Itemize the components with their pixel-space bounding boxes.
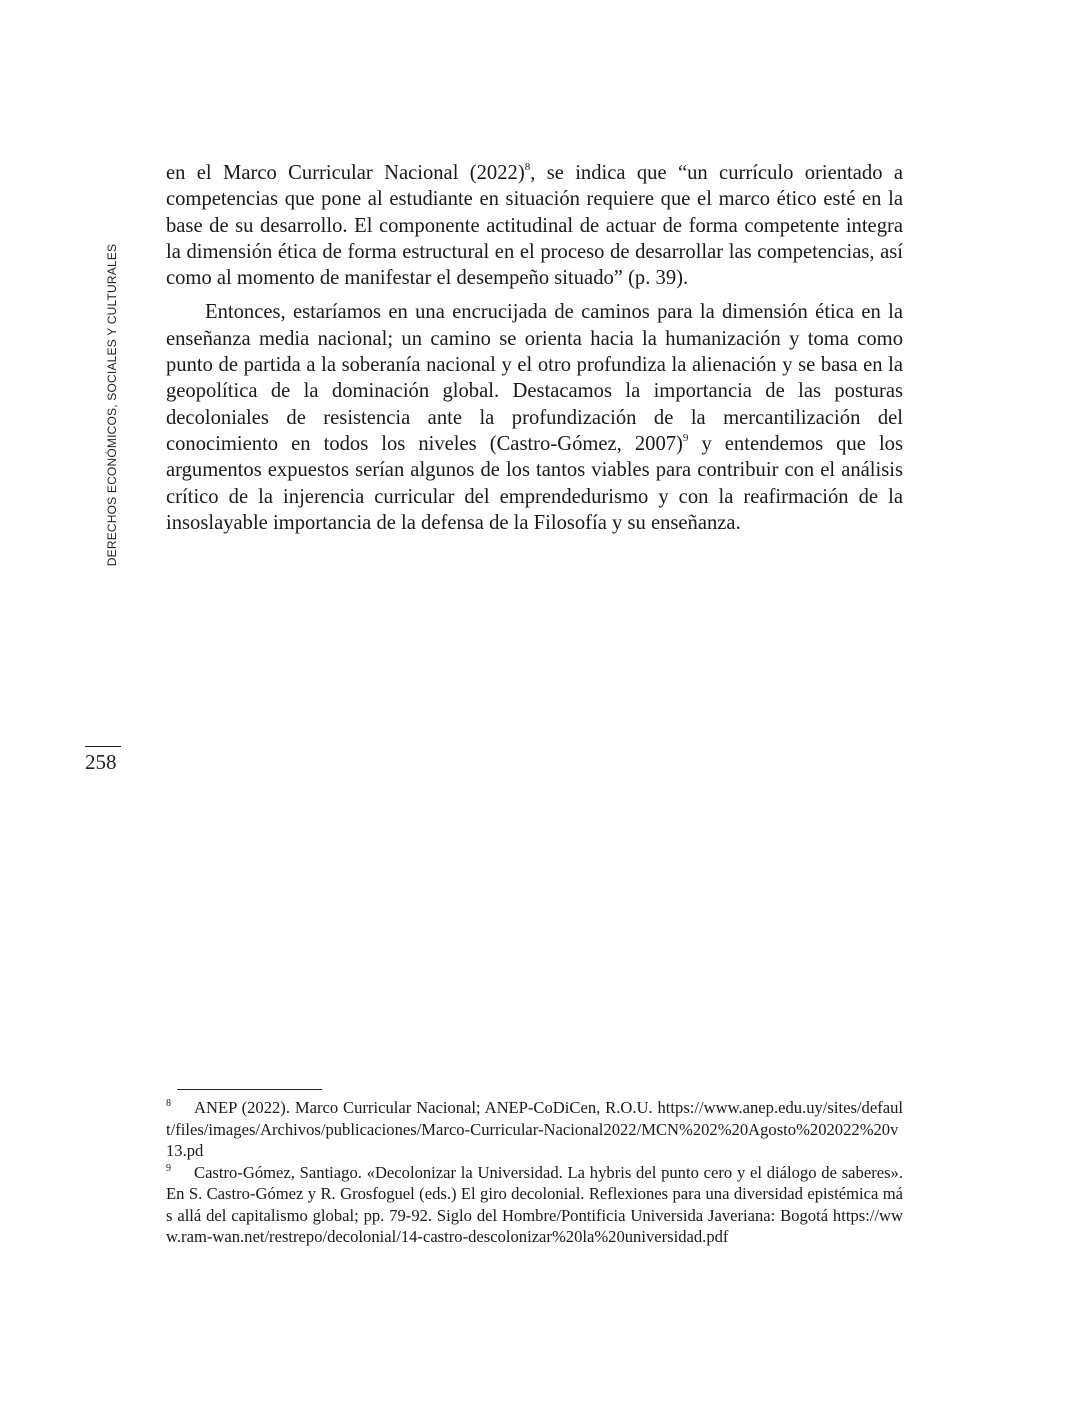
paragraph-2 (166, 299, 903, 536)
page-number: 258 (85, 750, 117, 774)
footnotes (166, 1097, 903, 1248)
paragraph-2-text-a: Entonces, estaríamos en una encrucijada de caminos para la dimensión ética en la enseñanza media nacional; un camino se orienta hacia la humanización y toma como punto de partida a la soberanía nacional y el otro profundiza la alienación y se basa en la geopolítica de la dominación global. Destacamos la importancia de las posturas decoloniales de resistencia ante la profundización de la mercantilización del conocimiento en todos los niveles (Castro-Gómez, 2007) (166, 301, 903, 455)
main-text (166, 160, 903, 536)
paragraph-2-text-b: y entendemos que los argumentos expuestos serían algunos de los tantos viables para contribuir con el análisis crítico de la injerencia curricular del emprendedurismo y con la reafirmación de la insoslayable importancia de la defensa de la Filosofía y su enseñanza. (166, 432, 903, 534)
footnote-8: 8 ANEP (2022). Marco Curricular Nacional; ANEP-CoDiCen, R.O.U. https://www.anep.edu.uy/sites/default/files/images/Archivos/publicaciones/Marco-Curricular-Nacional2022/MCN%202%20Agosto%202022%20v13.pd (166, 1098, 903, 1160)
paragraph-1 (166, 160, 903, 291)
footnote-ref-9[interactable]: 9 (682, 432, 689, 445)
paragraph-1-text-b: , se indica que “un currículo orientado a competencias que pone al estudiante en situación requiere que el marco ético esté en la base de su desarrollo. El componente actitudinal de actuar de forma competente integra la dimensión ética de forma estructural en el proceso de desarrollar las competencias, así como al momento de manifestar el desempeño situado” (p. 39). (166, 162, 903, 290)
footnote-8-text: ANEP (2022). Marco Curricular Nacional; ANEP-CoDiCen, R.O.U. https://www.anep.edu.uy/sites/default/files/images/Archivos/publicaciones/Marco-Curricular-Nacional2022/MCN%202%20Agosto%202022%20v13.pd (166, 1098, 903, 1160)
paragraph-1-text-a: en el Marco Curricular Nacional (2022) (166, 162, 525, 184)
page-number-rule (85, 746, 121, 747)
footnote-ref-8[interactable]: 8 (524, 161, 531, 174)
footnote-9: 9 Castro-Gómez, Santiago. «Decolonizar la Universidad. La hybris del punto cero y el diálogo de saberes». En S. Castro-Gómez y R. Grosfoguel (eds.) El giro decolonial. Reflexiones para una diversidad epistémica más allá del capitalismo global; pp. 79-92. Siglo del Hombre/Pontificia Universida Javeriana: Bogotá https://www.ram-wan.net/restrepo/decolonial/14-castro-descolonizar%20la%20universidad.pdf (166, 1162, 903, 1246)
footnote-separator (177, 1089, 322, 1090)
footnote-9-text: Castro-Gómez, Santiago. «Decolonizar la Universidad. La hybris del punto cero y el diálogo de saberes». En S. Castro-Gómez y R. Grosfoguel (eds.) El giro decolonial. Reflexiones para una diversidad epistémica más allá del capitalismo global; pp. 79-92. Siglo del Hombre/Pontificia Universida Javeriana: Bogotá https://www.ram-wan.net/restrepo/decolonial/14-castro-descolonizar%20la%20universidad.pdf (166, 1162, 903, 1246)
running-section-title: DERECHOS ECONÓMICOS, SOCIALES Y CULTURALES (105, 243, 119, 567)
